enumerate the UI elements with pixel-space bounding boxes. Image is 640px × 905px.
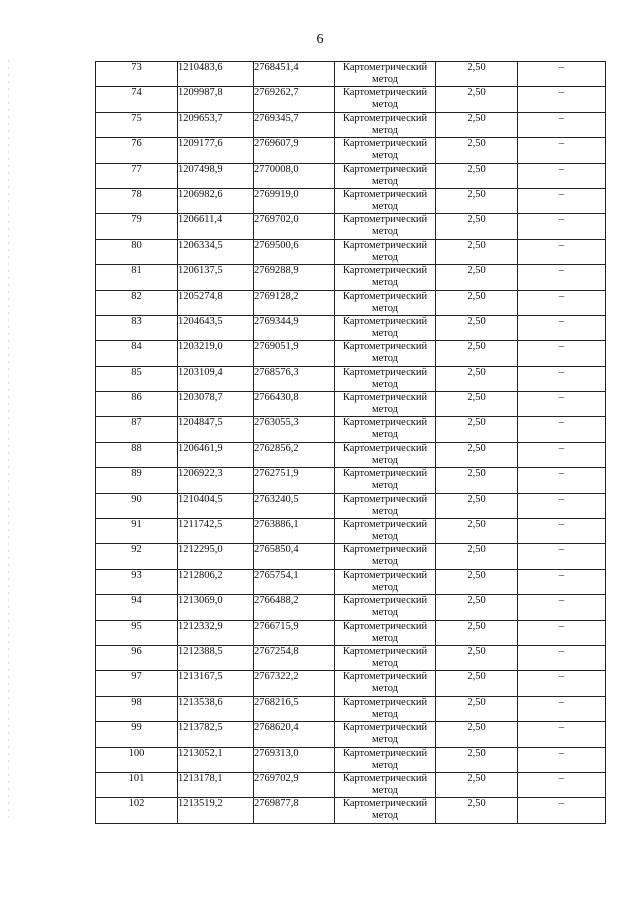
note-cell: – [518, 417, 606, 442]
x-coordinate-cell: 1204847,5 [178, 417, 254, 442]
x-coordinate-cell: 1213538,6 [178, 696, 254, 721]
table-row [96, 468, 606, 493]
y-coordinate-cell: 2769877,8 [254, 798, 335, 823]
note-cell: – [518, 468, 606, 493]
x-coordinate-cell: 1203078,7 [178, 392, 254, 417]
point-number-cell: 87 [96, 417, 178, 442]
point-number-cell: 88 [96, 442, 178, 467]
method-line-1: Картометрический [342, 772, 428, 784]
y-coordinate-cell: 2766430,8 [254, 392, 335, 417]
table-row [96, 772, 606, 797]
accuracy-cell: 2,50 [436, 265, 518, 290]
method-line-2: метод [371, 429, 399, 441]
point-number-cell: 94 [96, 595, 178, 620]
table-body [96, 62, 606, 824]
y-coordinate-cell: 2769919,0 [254, 188, 335, 213]
accuracy-cell: 2,50 [436, 519, 518, 544]
note-cell: – [518, 62, 606, 87]
method-line-1: Картометрический [342, 163, 428, 175]
method-line-1: Картометрический [342, 468, 428, 480]
method-line-2: метод [371, 784, 399, 796]
y-coordinate-cell: 2769262,7 [254, 87, 335, 112]
accuracy-cell: 2,50 [436, 620, 518, 645]
method-line-1: Картометрический [342, 366, 428, 378]
method-line-2: метод [371, 657, 399, 669]
accuracy-cell: 2,50 [436, 163, 518, 188]
accuracy-cell: 2,50 [436, 747, 518, 772]
accuracy-cell: 2,50 [436, 87, 518, 112]
point-number-cell: 75 [96, 112, 178, 137]
method-line-1: Картометрический [342, 392, 428, 404]
note-cell: – [518, 290, 606, 315]
method-cell [335, 468, 436, 493]
coordinates-table [95, 61, 606, 824]
note-cell: – [518, 442, 606, 467]
point-number-cell: 96 [96, 645, 178, 670]
y-coordinate-cell: 2769702,0 [254, 214, 335, 239]
method-line-2: метод [371, 632, 399, 644]
x-coordinate-cell: 1213167,5 [178, 671, 254, 696]
x-coordinate-cell: 1213052,1 [178, 747, 254, 772]
accuracy-cell: 2,50 [436, 468, 518, 493]
y-coordinate-cell: 2769313,0 [254, 747, 335, 772]
method-line-1: Картометрический [342, 747, 428, 759]
accuracy-cell: 2,50 [436, 62, 518, 87]
note-cell: – [518, 645, 606, 670]
point-number-cell: 98 [96, 696, 178, 721]
method-cell [335, 163, 436, 188]
point-number-cell: 83 [96, 315, 178, 340]
table-row [96, 315, 606, 340]
point-number-cell: 100 [96, 747, 178, 772]
accuracy-cell: 2,50 [436, 315, 518, 340]
table-row [96, 442, 606, 467]
method-line-1: Картометрический [342, 645, 428, 657]
method-line-1: Картометрический [342, 442, 428, 454]
accuracy-cell: 2,50 [436, 493, 518, 518]
method-line-1: Картометрический [342, 620, 428, 632]
method-line-2: метод [371, 251, 399, 263]
x-coordinate-cell: 1206461,9 [178, 442, 254, 467]
point-number-cell: 73 [96, 62, 178, 87]
point-number-cell: 80 [96, 239, 178, 264]
table-row [96, 417, 606, 442]
method-cell [335, 188, 436, 213]
note-cell: – [518, 163, 606, 188]
note-cell: – [518, 519, 606, 544]
point-number-cell: 78 [96, 188, 178, 213]
x-coordinate-cell: 1209177,6 [178, 138, 254, 163]
y-coordinate-cell: 2769128,2 [254, 290, 335, 315]
method-line-2: метод [371, 226, 399, 238]
accuracy-cell: 2,50 [436, 239, 518, 264]
note-cell: – [518, 188, 606, 213]
point-number-cell: 85 [96, 366, 178, 391]
method-line-2: метод [371, 683, 399, 695]
method-cell [335, 87, 436, 112]
page-number: 6 [316, 32, 324, 47]
point-number-cell: 101 [96, 772, 178, 797]
x-coordinate-cell: 1206611,4 [178, 214, 254, 239]
method-line-2: метод [371, 708, 399, 720]
table-row [96, 62, 606, 87]
table-row [96, 722, 606, 747]
table-row [96, 798, 606, 823]
accuracy-cell: 2,50 [436, 696, 518, 721]
table-row [96, 519, 606, 544]
y-coordinate-cell: 2768620,4 [254, 722, 335, 747]
y-coordinate-cell: 2769607,9 [254, 138, 335, 163]
method-line-2: метод [371, 175, 399, 187]
y-coordinate-cell: 2765754,1 [254, 569, 335, 594]
note-cell: – [518, 595, 606, 620]
method-cell [335, 315, 436, 340]
y-coordinate-cell: 2766488,2 [254, 595, 335, 620]
y-coordinate-cell: 2768216,5 [254, 696, 335, 721]
x-coordinate-cell: 1213519,2 [178, 798, 254, 823]
method-line-1: Картометрический [342, 62, 428, 73]
method-line-2: метод [371, 531, 399, 543]
method-line-2: метод [371, 607, 399, 619]
method-cell [335, 392, 436, 417]
x-coordinate-cell: 1210404,5 [178, 493, 254, 518]
method-line-2: метод [371, 327, 399, 339]
y-coordinate-cell: 2765850,4 [254, 544, 335, 569]
table-row [96, 747, 606, 772]
note-cell: – [518, 239, 606, 264]
y-coordinate-cell: 2762751,9 [254, 468, 335, 493]
method-cell [335, 417, 436, 442]
method-cell [335, 645, 436, 670]
accuracy-cell: 2,50 [436, 392, 518, 417]
y-coordinate-cell: 2769051,9 [254, 341, 335, 366]
method-cell [335, 214, 436, 239]
method-line-1: Картометрический [342, 138, 428, 150]
note-cell: – [518, 671, 606, 696]
x-coordinate-cell: 1206137,5 [178, 265, 254, 290]
method-line-2: метод [371, 810, 399, 822]
method-cell [335, 671, 436, 696]
x-coordinate-cell: 1206334,5 [178, 239, 254, 264]
table-row [96, 620, 606, 645]
table-row [96, 138, 606, 163]
point-number-cell: 97 [96, 671, 178, 696]
x-coordinate-cell: 1205274,8 [178, 290, 254, 315]
method-cell [335, 341, 436, 366]
method-line-1: Картометрический [342, 188, 428, 200]
method-cell [335, 569, 436, 594]
x-coordinate-cell: 1210483,6 [178, 62, 254, 87]
method-cell [335, 265, 436, 290]
accuracy-cell: 2,50 [436, 442, 518, 467]
method-line-2: метод [371, 124, 399, 136]
table-row [96, 645, 606, 670]
method-cell [335, 62, 436, 87]
point-number-cell: 89 [96, 468, 178, 493]
accuracy-cell: 2,50 [436, 138, 518, 163]
point-number-cell: 82 [96, 290, 178, 315]
y-coordinate-cell: 2766715,9 [254, 620, 335, 645]
note-cell: – [518, 341, 606, 366]
method-cell [335, 290, 436, 315]
point-number-cell: 76 [96, 138, 178, 163]
method-line-2: метод [371, 734, 399, 746]
note-cell: – [518, 544, 606, 569]
x-coordinate-cell: 1212388,5 [178, 645, 254, 670]
method-cell [335, 112, 436, 137]
accuracy-cell: 2,50 [436, 188, 518, 213]
x-coordinate-cell: 1207498,9 [178, 163, 254, 188]
method-line-2: метод [371, 378, 399, 390]
point-number-cell: 93 [96, 569, 178, 594]
method-line-2: метод [371, 404, 399, 416]
y-coordinate-cell: 2763886,1 [254, 519, 335, 544]
note-cell: – [518, 214, 606, 239]
method-line-1: Картометрический [342, 722, 428, 734]
method-cell [335, 366, 436, 391]
x-coordinate-cell: 1203219,0 [178, 341, 254, 366]
method-cell [335, 595, 436, 620]
method-line-1: Картометрический [342, 519, 428, 531]
x-coordinate-cell: 1213069,0 [178, 595, 254, 620]
method-line-2: метод [371, 200, 399, 212]
y-coordinate-cell: 2769702,9 [254, 772, 335, 797]
x-coordinate-cell: 1209653,7 [178, 112, 254, 137]
point-number-cell: 95 [96, 620, 178, 645]
point-number-cell: 84 [96, 341, 178, 366]
accuracy-cell: 2,50 [436, 214, 518, 239]
y-coordinate-cell: 2763055,3 [254, 417, 335, 442]
method-line-1: Картометрический [342, 265, 428, 277]
method-cell [335, 442, 436, 467]
method-line-2: метод [371, 505, 399, 517]
accuracy-cell: 2,50 [436, 417, 518, 442]
table-row [96, 696, 606, 721]
x-coordinate-cell: 1212806,2 [178, 569, 254, 594]
method-line-1: Картометрический [342, 544, 428, 556]
accuracy-cell: 2,50 [436, 722, 518, 747]
note-cell: – [518, 366, 606, 391]
method-line-1: Картометрический [342, 595, 428, 607]
point-number-cell: 90 [96, 493, 178, 518]
method-cell [335, 239, 436, 264]
accuracy-cell: 2,50 [436, 544, 518, 569]
method-line-1: Картометрический [342, 214, 428, 226]
note-cell: – [518, 569, 606, 594]
x-coordinate-cell: 1206982,6 [178, 188, 254, 213]
x-coordinate-cell: 1212332,9 [178, 620, 254, 645]
method-cell [335, 798, 436, 823]
method-line-2: метод [371, 74, 399, 85]
table-row [96, 392, 606, 417]
y-coordinate-cell: 2762856,2 [254, 442, 335, 467]
method-cell [335, 772, 436, 797]
method-line-1: Картометрический [342, 696, 428, 708]
accuracy-cell: 2,50 [436, 645, 518, 670]
method-line-2: метод [371, 581, 399, 593]
method-cell [335, 544, 436, 569]
y-coordinate-cell: 2769288,9 [254, 265, 335, 290]
note-cell: – [518, 722, 606, 747]
method-line-1: Картометрический [342, 417, 428, 429]
note-cell: – [518, 620, 606, 645]
table-row [96, 595, 606, 620]
method-line-2: метод [371, 302, 399, 314]
table-row [96, 112, 606, 137]
note-cell: – [518, 112, 606, 137]
y-coordinate-cell: 2767322,2 [254, 671, 335, 696]
table-row [96, 265, 606, 290]
note-cell: – [518, 747, 606, 772]
method-line-1: Картометрический [342, 341, 428, 353]
method-line-2: метод [371, 353, 399, 365]
y-coordinate-cell: 2769345,7 [254, 112, 335, 137]
table-row [96, 188, 606, 213]
method-cell [335, 519, 436, 544]
table-row [96, 290, 606, 315]
note-cell: – [518, 265, 606, 290]
x-coordinate-cell: 1213178,1 [178, 772, 254, 797]
method-line-2: метод [371, 759, 399, 771]
table-row [96, 493, 606, 518]
x-coordinate-cell: 1211742,5 [178, 519, 254, 544]
accuracy-cell: 2,50 [436, 366, 518, 391]
method-cell [335, 696, 436, 721]
y-coordinate-cell: 2769500,6 [254, 239, 335, 264]
method-line-2: метод [371, 556, 399, 568]
table-row [96, 341, 606, 366]
note-cell: – [518, 772, 606, 797]
table-row [96, 163, 606, 188]
note-cell: – [518, 696, 606, 721]
point-number-cell: 79 [96, 214, 178, 239]
y-coordinate-cell: 2768576,3 [254, 366, 335, 391]
method-cell [335, 620, 436, 645]
y-coordinate-cell: 2768451,4 [254, 62, 335, 87]
method-line-1: Картометрический [342, 290, 428, 302]
x-coordinate-cell: 1203109,4 [178, 366, 254, 391]
accuracy-cell: 2,50 [436, 798, 518, 823]
method-line-1: Картометрический [342, 315, 428, 327]
point-number-cell: 91 [96, 519, 178, 544]
method-line-2: метод [371, 454, 399, 466]
table-row [96, 214, 606, 239]
note-cell: – [518, 798, 606, 823]
note-cell: – [518, 138, 606, 163]
table-row [96, 87, 606, 112]
accuracy-cell: 2,50 [436, 671, 518, 696]
point-number-cell: 81 [96, 265, 178, 290]
table-row [96, 366, 606, 391]
table-row [96, 671, 606, 696]
accuracy-cell: 2,50 [436, 595, 518, 620]
point-number-cell: 77 [96, 163, 178, 188]
method-line-1: Картометрический [342, 112, 428, 124]
method-line-1: Картометрический [342, 798, 428, 810]
method-cell [335, 493, 436, 518]
point-number-cell: 74 [96, 87, 178, 112]
table-row [96, 544, 606, 569]
method-line-2: метод [371, 277, 399, 289]
x-coordinate-cell: 1204643,5 [178, 315, 254, 340]
accuracy-cell: 2,50 [436, 569, 518, 594]
note-cell: – [518, 315, 606, 340]
x-coordinate-cell: 1206922,3 [178, 468, 254, 493]
y-coordinate-cell: 2769344,9 [254, 315, 335, 340]
method-cell [335, 747, 436, 772]
y-coordinate-cell: 2770008,0 [254, 163, 335, 188]
point-number-cell: 92 [96, 544, 178, 569]
method-line-1: Картометрический [342, 87, 428, 99]
method-line-1: Картометрический [342, 569, 428, 581]
note-cell: – [518, 392, 606, 417]
scan-edge-artifact [8, 60, 9, 820]
method-cell [335, 138, 436, 163]
x-coordinate-cell: 1209987,8 [178, 87, 254, 112]
accuracy-cell: 2,50 [436, 772, 518, 797]
note-cell: – [518, 493, 606, 518]
accuracy-cell: 2,50 [436, 341, 518, 366]
accuracy-cell: 2,50 [436, 112, 518, 137]
accuracy-cell: 2,50 [436, 290, 518, 315]
y-coordinate-cell: 2763240,5 [254, 493, 335, 518]
point-number-cell: 99 [96, 722, 178, 747]
point-number-cell: 86 [96, 392, 178, 417]
method-line-1: Картометрический [342, 671, 428, 683]
y-coordinate-cell: 2767254,8 [254, 645, 335, 670]
note-cell: – [518, 87, 606, 112]
method-line-2: метод [371, 150, 399, 162]
method-line-2: метод [371, 99, 399, 111]
method-line-1: Картометрический [342, 493, 428, 505]
method-line-2: метод [371, 480, 399, 492]
point-number-cell: 102 [96, 798, 178, 823]
method-cell [335, 722, 436, 747]
x-coordinate-cell: 1212295,0 [178, 544, 254, 569]
x-coordinate-cell: 1213782,5 [178, 722, 254, 747]
table-row [96, 239, 606, 264]
method-line-1: Картометрический [342, 239, 428, 251]
table-row [96, 569, 606, 594]
